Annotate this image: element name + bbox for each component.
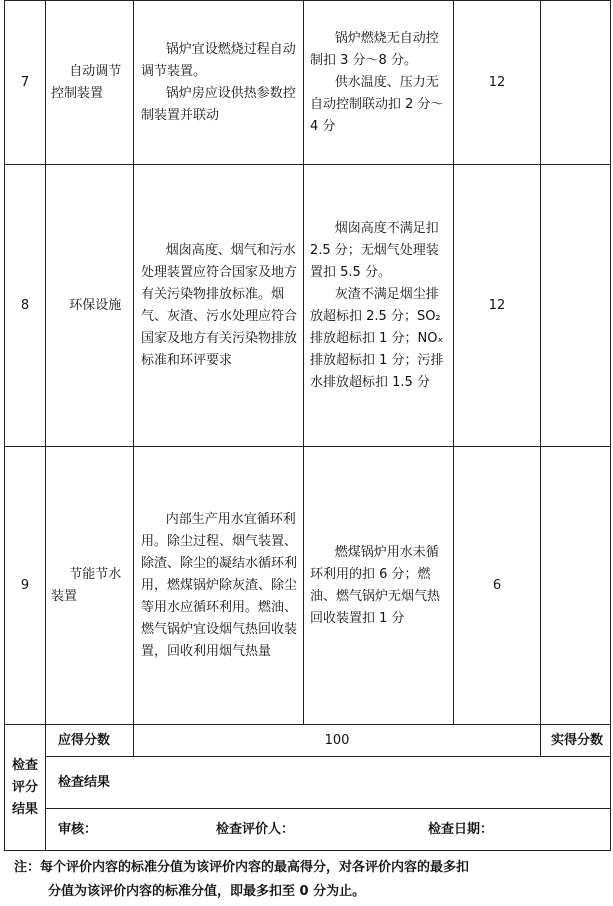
footnote-line-1: 注：每个评价内容的标准分值为该评价内容的最高得分，对各评价内容的最多扣 bbox=[14, 860, 470, 875]
standard-score: 6 bbox=[454, 447, 541, 725]
actual-score-cell bbox=[541, 1, 611, 165]
actual-score-cell bbox=[541, 447, 611, 725]
row-number: 9 bbox=[5, 447, 46, 725]
result-section-label bbox=[5, 725, 46, 851]
footnote bbox=[14, 856, 604, 904]
standard-cell bbox=[134, 165, 304, 447]
table-row bbox=[5, 447, 611, 725]
deduction-text: 烟囱高度不满足扣 2.5 分；无烟气处理装置扣 5.5 分。 bbox=[310, 220, 439, 280]
standard-text: 锅炉宜设燃烧过程自动调节装置。 bbox=[141, 41, 296, 79]
standard-score: 12 bbox=[454, 1, 541, 165]
standard-text: 锅炉房应设供热参数控制装置并联动 bbox=[141, 85, 296, 123]
deduction-cell bbox=[304, 165, 454, 447]
check-result-row bbox=[5, 757, 611, 809]
item-name-text: 自动调节控制装置 bbox=[51, 63, 122, 101]
table-row bbox=[5, 165, 611, 447]
table-row bbox=[5, 1, 611, 165]
signature-row bbox=[5, 809, 611, 851]
standard-text: 烟囱高度、烟气和污水处理装置应符合国家及地方有关污染物排放标准。烟气、灰渣、污水处理应符合国家及地方有关污染物排放标准和环评要求 bbox=[141, 242, 298, 368]
due-score-value: 100 bbox=[134, 725, 541, 757]
standard-cell bbox=[134, 1, 304, 165]
evaluation-table bbox=[4, 0, 611, 851]
footnote-line-2: 分值为该评价内容的标准分值，即最多扣至 0 分为止。 bbox=[48, 884, 366, 899]
result-section-label-text: 检查评分结果 bbox=[11, 757, 38, 817]
deduction-cell bbox=[304, 1, 454, 165]
item-name bbox=[46, 1, 134, 165]
standard-cell bbox=[134, 447, 304, 725]
item-name-text: 节能节水装置 bbox=[51, 566, 122, 604]
actual-score-cell bbox=[541, 165, 611, 447]
item-name-text: 环保设施 bbox=[69, 297, 122, 313]
deduction-cell bbox=[304, 447, 454, 725]
row-number: 8 bbox=[5, 165, 46, 447]
deduction-text: 供水温度、压力无自动控制联动扣 2 分～4 分 bbox=[310, 74, 444, 134]
check-result-label: 检查结果 bbox=[46, 757, 611, 809]
item-name bbox=[46, 447, 134, 725]
signature-line bbox=[46, 809, 611, 851]
review-label: 审核： bbox=[58, 821, 98, 837]
actual-score-label: 实得分数 bbox=[541, 725, 611, 757]
deduction-text: 燃煤锅炉用水未循环利用的扣 6 分；燃油、燃气锅炉无烟气热回收装置扣 1 分 bbox=[310, 544, 441, 626]
deduction-text: 锅炉燃烧无自动控制扣 3 分～8 分。 bbox=[310, 30, 439, 68]
item-name bbox=[46, 165, 134, 447]
standard-text: 内部生产用水宜循环利用。除尘过程、烟气装置、除渣、除尘的凝结水循环利用，燃煤锅炉除灰渣、除尘等用水应循环利用。燃油、燃气锅炉宜设烟气热回收装置，回收利用烟气热量 bbox=[141, 511, 298, 659]
row-number: 7 bbox=[5, 1, 46, 165]
check-date-label: 检查日期： bbox=[428, 821, 494, 837]
evaluator-label: 检查评价人： bbox=[216, 821, 295, 837]
due-score-label: 应得分数 bbox=[46, 725, 134, 757]
score-summary-row bbox=[5, 725, 611, 757]
standard-score: 12 bbox=[454, 165, 541, 447]
deduction-text: 灰渣不满足烟尘排放超标扣 2.5 分；SO₂ 排放超标扣 1 分；NOₓ 排放超标扣 1 分；污排水排放超标扣 1.5 分 bbox=[310, 286, 444, 390]
